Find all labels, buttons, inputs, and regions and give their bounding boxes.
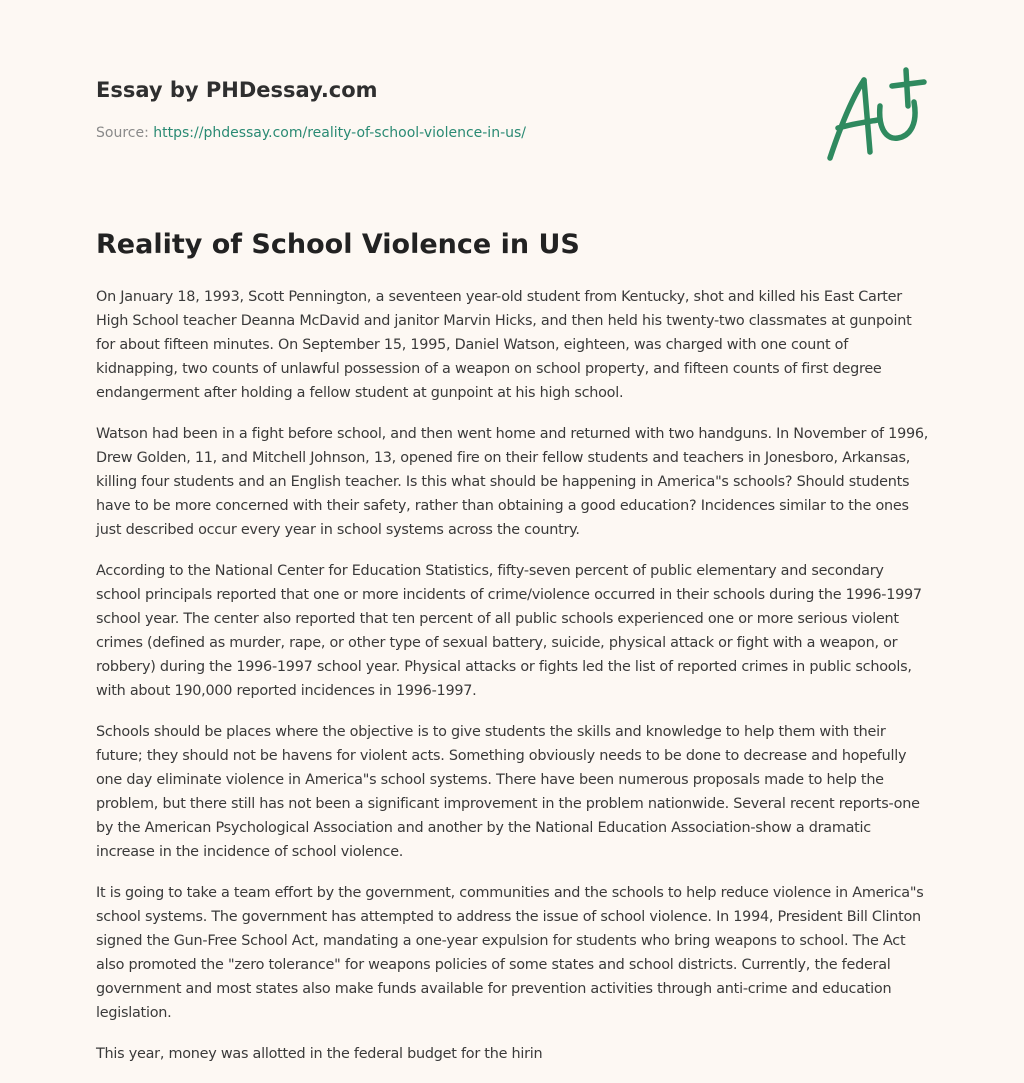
essay-body	[96, 285, 930, 1083]
essay-paragraph: On January 18, 1993, Scott Pennington, a seventeen year-old student from Kentucky, shot and killed his East Carter High School teacher Deanna McDavid and janitor Marvin Hicks, and then held his twenty-two classmates at gunpoint for about fifteen minutes. On September 15, 1995, Daniel Watson, eighteen, was charged with one count of kidnapping, two counts of unlawful possession of a weapon on school property, and fifteen counts of first degree endangerment after holding a fellow student at gunpoint at his high school.	[96, 289, 912, 401]
essay-paragraph: Watson had been in a fight before school, and then went home and returned with two handguns. In November of 1996, Drew Golden, 11, and Mitchell Johnson, 13, opened fire on their fellow students and teachers in Jonesboro, Arkansas, killing four students and an English teacher. Is this what should be happening in America"s schools? Should students have to be more concerned with their safety, rather than obtaining a good education? Incidences similar to the ones just described occur every year in school systems across the country.	[96, 426, 929, 538]
a-plus-logo-icon	[822, 66, 932, 166]
source-link[interactable]: https://phdessay.com/reality-of-school-violence-in-us/	[153, 125, 527, 141]
source-line	[96, 123, 928, 143]
essay-paragraph: This year, money was allotted in the federal budget for the hirin	[96, 1046, 543, 1062]
a-plus-logo-svg	[822, 66, 932, 166]
page-header	[96, 76, 928, 143]
source-label: Source:	[96, 125, 149, 141]
essay-paragraph: It is going to take a team effort by the government, communities and the schools to help reduce violence in America"s school systems. The government has attempted to address the issue of school violence. In 1994, President Bill Clinton signed the Gun-Free School Act, mandating a one-year expulsion for students who bring weapons to school. The Act also promoted the "zero tolerance" for weapons policies of some states and school districts. Currently, the federal government and most states also make funds available for prevention activities through anti-crime and education legislation.	[96, 885, 924, 1021]
essay-paragraph: Schools should be places where the objective is to give students the skills and knowledge to help them with their future; they should not be havens for violent acts. Something obviously needs to be done to decrease and hopefully one day eliminate violence in America"s school systems. There have been numerous proposals made to help the problem, but there still has not been a significant improvement in the problem nationwide. Several recent reports-one by the American Psychological Association and another by the National Education Association-show a dramatic increase in the incidence of school violence.	[96, 724, 920, 860]
essay-title: Reality of School Violence in US	[96, 229, 580, 260]
site-title: Essay by PHDessay.com	[96, 78, 378, 102]
essay-paragraph: According to the National Center for Education Statistics, fifty-seven percent of public elementary and secondary school principals reported that one or more incidents of crime/violence occurred in their schools during the 1996-1997 school year. The center also reported that ten percent of all public schools experienced one or more serious violent crimes (defined as murder, rape, or other type of sexual battery, suicide, physical attack or fight with a weapon, or robbery) during the 1996-1997 school year. Physical attacks or fights led the list of reported crimes in public schools, with about 190,000 reported incidences in 1996-1997.	[96, 563, 922, 699]
